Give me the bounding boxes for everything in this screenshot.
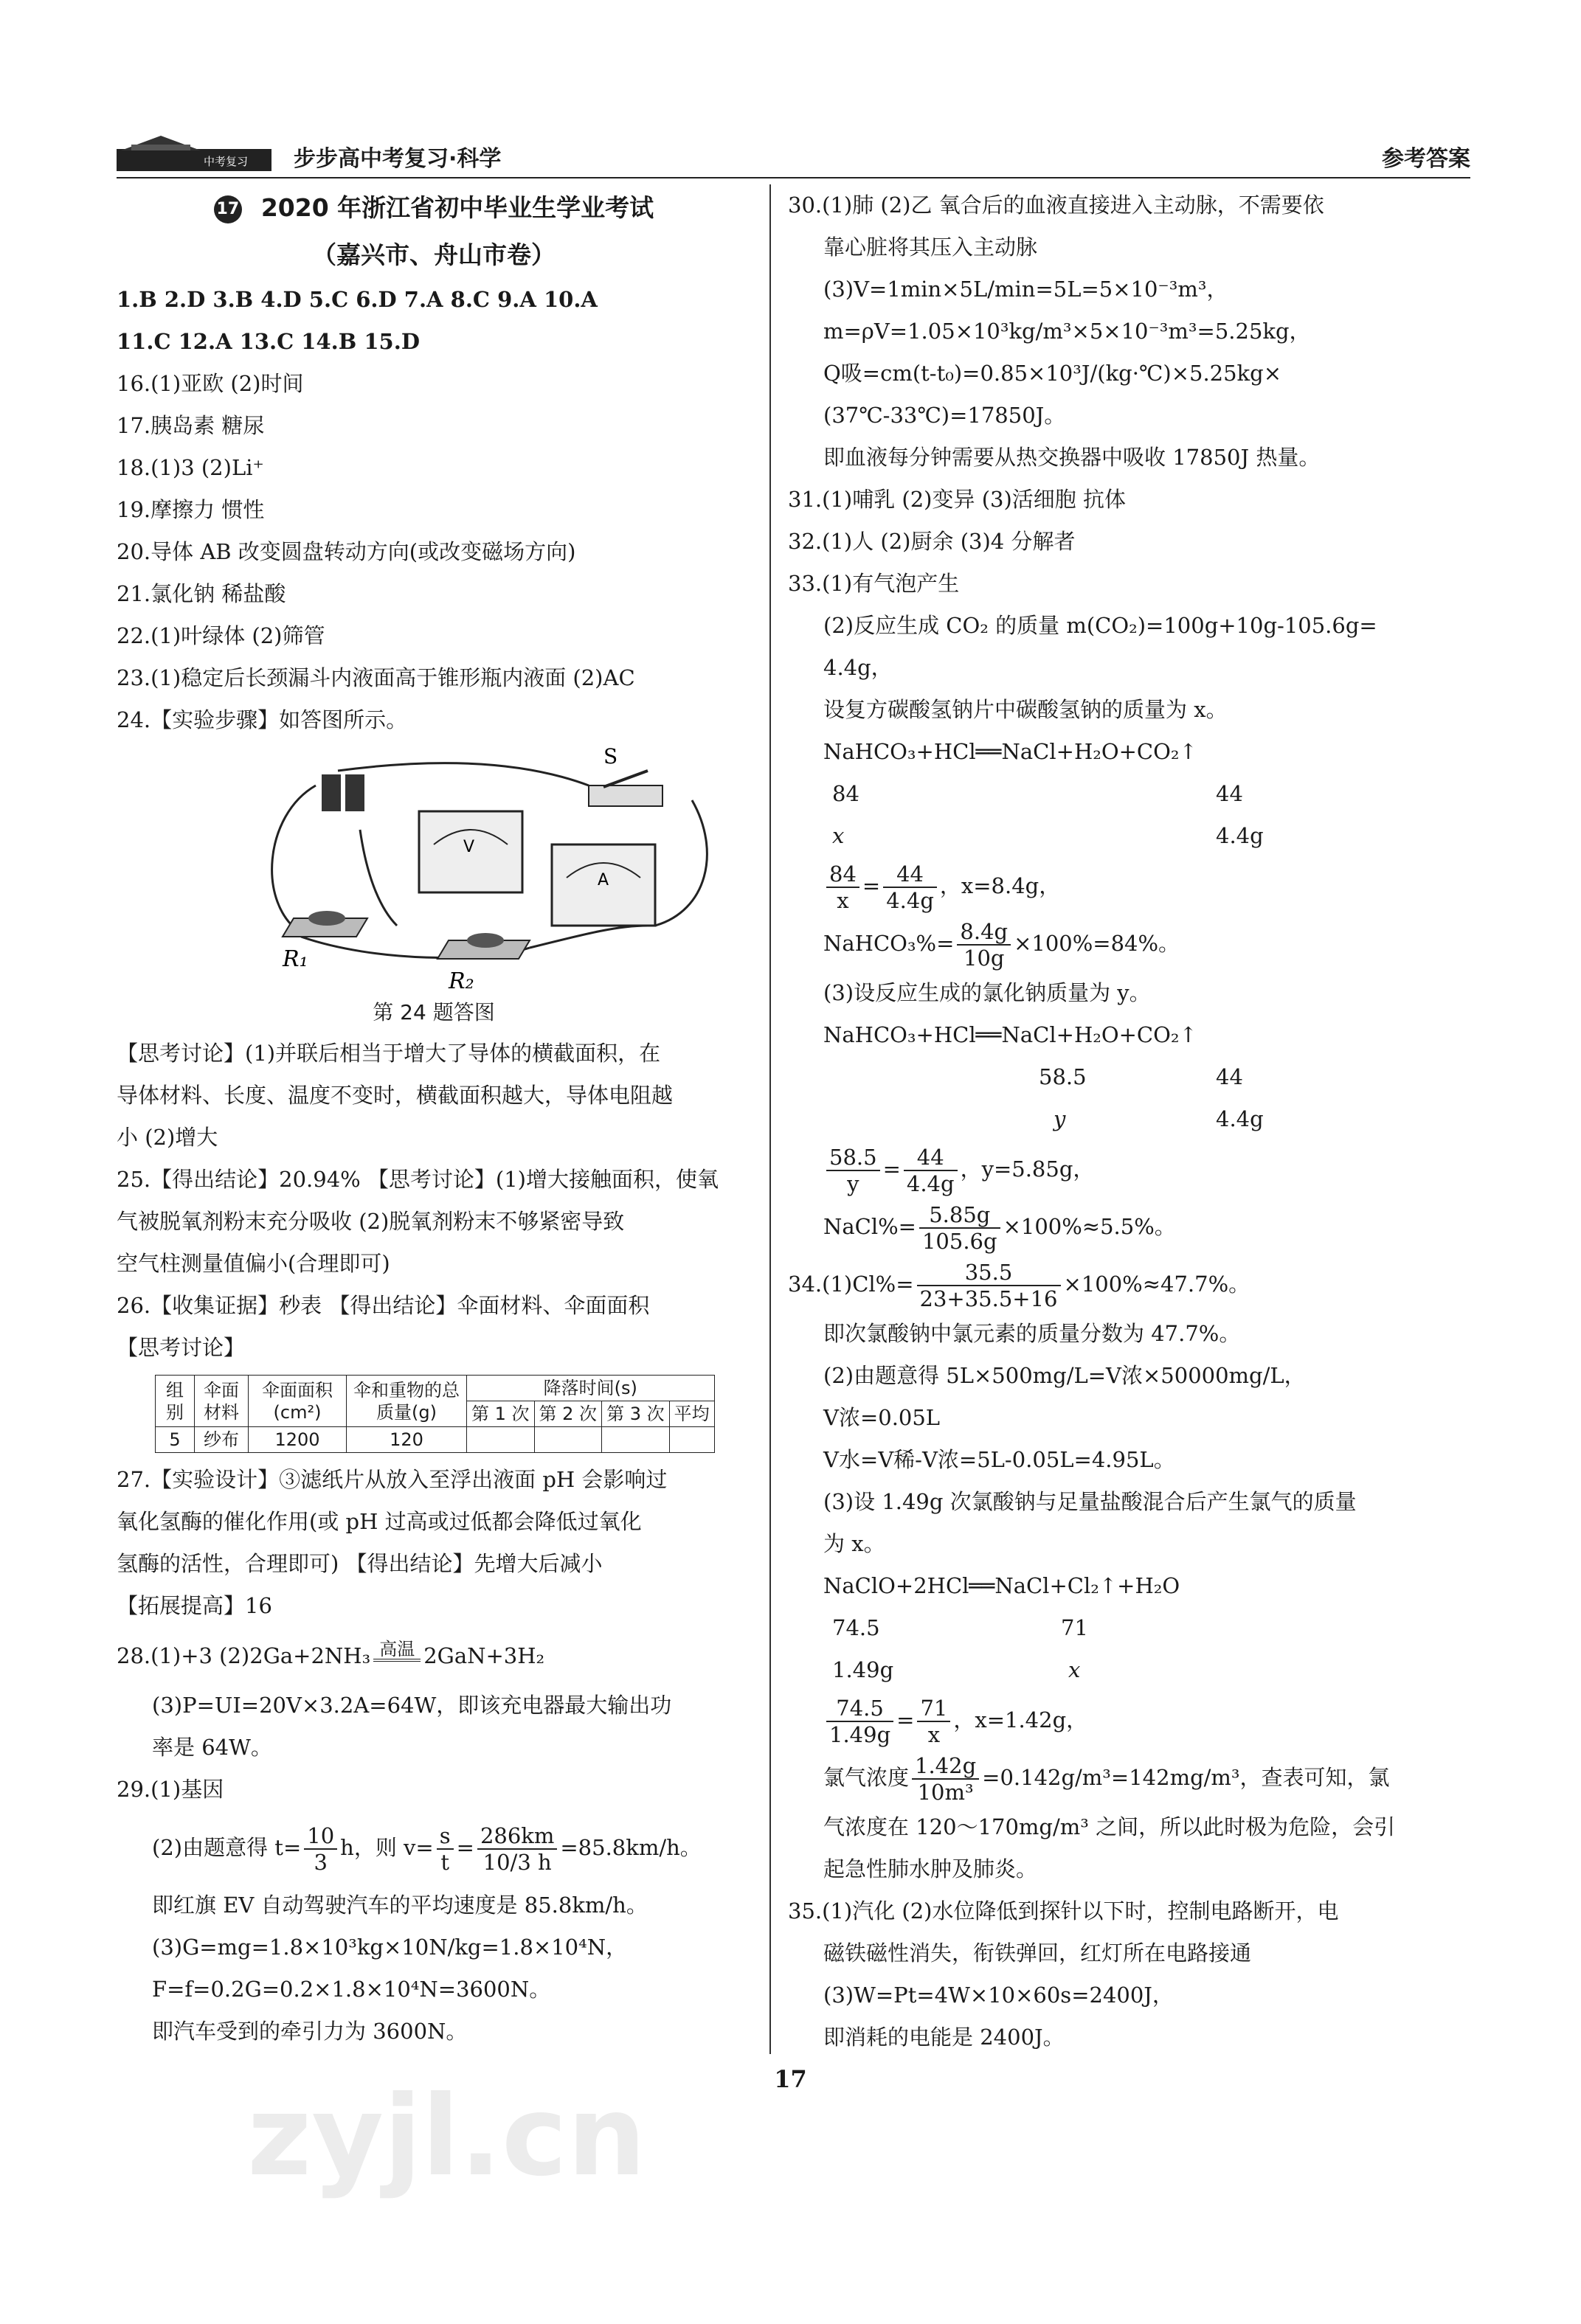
fraction-numerator: 58.5 [826, 1145, 880, 1171]
equation-coefficients [788, 1056, 1470, 1098]
answer-18: 18.(1)3 (2)Li⁺ [117, 455, 264, 480]
answer-34: 为 x。 [823, 1531, 885, 1556]
text-fragment: h，则 v= [340, 1835, 434, 1860]
answer-17: 17.胰岛素 糖尿 [117, 413, 265, 438]
answer-29: 29.(1)基因 [117, 1777, 224, 1802]
answer-35: 35.(1)汽化 (2)水位降低到探针以下时，控制电路断开，电 [788, 1898, 1339, 1924]
answer-30: 即血液每分钟需要从热交换器中吸收 17850J 热量。 [823, 445, 1321, 470]
table-header: 组别 [156, 1376, 195, 1427]
fraction [917, 1260, 1061, 1311]
fraction-numerator: 5.85g [919, 1202, 1000, 1229]
answer-24-discussion: 导体材料、长度、温度不变时，横截面积越大，导体电阻越 [117, 1083, 674, 1108]
fraction-denominator: 23+35.5+16 [919, 1286, 1058, 1311]
fraction-denominator: 3 [314, 1850, 328, 1875]
answer-29: (3)G=mg=1.8×10³kg×10N/kg=1.8×10⁴N， [152, 1935, 628, 1960]
circuit-diagram-icon [117, 741, 751, 992]
answer-27: 氧化氢酶的催化作用(或 pH 过高或过低都会降低过氧化 [117, 1509, 642, 1534]
answer-34: (2)由题意得 5L×500mg/L=V浓×50000mg/L， [823, 1363, 1306, 1388]
table-cell [534, 1427, 602, 1453]
answer-19: 19.摩擦力 惯性 [117, 497, 265, 522]
svg-text:A: A [598, 871, 609, 889]
answer-23: 23.(1)稳定后长颈漏斗内液面高于锥形瓶内液面 (2)AC [117, 665, 635, 690]
table-cell [602, 1427, 670, 1453]
answer-21: 21.氯化钠 稀盐酸 [117, 581, 286, 606]
fraction-denominator: y [847, 1171, 859, 1196]
answer-34: 起急性肺水肿及肺炎。 [823, 1856, 1038, 1881]
answer-33: 设复方碳酸氢钠片中碳酸氢钠的质量为 x。 [823, 697, 1228, 722]
fraction-denominator: 4.4g [886, 888, 934, 913]
answer-29: 即汽车受到的牵引力为 3600N。 [152, 2019, 468, 2044]
text-fragment: ×100%≈5.5%。 [1003, 1214, 1176, 1239]
answer-27: 氢酶的活性，合理即可) 【得出结论】先增大后减小 [117, 1551, 603, 1576]
reaction-arrow [373, 1640, 421, 1675]
coefficient: 74.5 [832, 1615, 880, 1640]
fraction [477, 1823, 557, 1875]
page-header [117, 131, 1470, 178]
fraction [912, 1753, 979, 1805]
proportion-equation: $\frac{74.5}{1.49g}$ = $\frac{71}{x}$ ，x=1.42g， [788, 1691, 1470, 1749]
answer-34: (3)设 1.49g 次氯酸钠与足量盐酸混合后产生氯气的质量 [823, 1489, 1357, 1514]
answer-33: (2)反应生成 CO₂ 的质量 m(CO₂)=100g+10g-105.6g= [823, 613, 1377, 638]
fraction-numerator: 84 [826, 861, 859, 888]
table-cell [669, 1427, 714, 1453]
answer-25: 25.【得出结论】20.94% 【思考讨论】(1)增大接触面积，使氧 [117, 1167, 719, 1192]
text-fragment: ×100%=84%。 [1014, 931, 1180, 956]
answer-31: 31.(1)哺乳 (2)变异 (3)活细胞 抗体 [788, 487, 1127, 512]
coefficient: 44 [1216, 1064, 1243, 1089]
section-title-text: 2020 年浙江省初中毕业生学业考试 [260, 193, 654, 222]
coefficient: x [832, 823, 845, 848]
fraction [304, 1823, 337, 1875]
fraction-numerator: s [437, 1823, 454, 1850]
equation-right: 2GaN+3H₂ [423, 1643, 545, 1668]
answer-26: 【思考讨论】 [117, 1335, 246, 1360]
answer-20: 20.导体 AB 改变圆盘转动方向(或改变磁场方向) [117, 539, 576, 564]
answer-28: (3)P=UI=20V×3.2A=64W，即该充电器最大输出功 [152, 1693, 672, 1718]
coefficient: 1.49g [832, 1657, 894, 1682]
fraction-denominator: 1.49g [829, 1722, 891, 1747]
chemical-equation: NaClO+2HCl══NaCl+Cl₂↑+H₂O [823, 1573, 1180, 1598]
answer-28: 率是 64W。 [152, 1735, 272, 1760]
answer-24-discussion: 【思考讨论】(1)并联后相当于增大了导体的横截面积，在 [117, 1041, 661, 1066]
section-title [117, 184, 751, 232]
answer-34: V水=V稀-V浓=5L-0.05L=4.95L。 [823, 1447, 1175, 1472]
table-cell: 1200 [249, 1427, 347, 1453]
text-fragment: NaHCO₃%= [823, 931, 955, 956]
fraction-numerator: 44 [883, 861, 937, 888]
fraction-numerator: 286km [477, 1823, 557, 1850]
answer-30: 靠心脏将其压入主动脉 [823, 235, 1038, 260]
answer-22: 22.(1)叶绿体 (2)筛管 [117, 623, 325, 648]
coefficient: y [1054, 1106, 1066, 1131]
fraction [883, 861, 937, 913]
answer-30: (3)V=1min×5L/min=5L=5×10⁻³m³， [823, 277, 1228, 302]
page-number: 17 [774, 2065, 807, 2093]
table-header: 伞面面积(cm²) [249, 1376, 347, 1427]
column-divider [769, 184, 771, 2054]
answer-32: 32.(1)人 (2)厨余 (3)4 分解者 [788, 529, 1076, 554]
table-cell: 5 [156, 1427, 195, 1453]
text-fragment: ，x=1.42g， [953, 1707, 1088, 1732]
answer-33: 33.(1)有气泡产生 [788, 571, 960, 596]
data-table [155, 1375, 715, 1453]
coefficient: 58.5 [1039, 1064, 1087, 1089]
answer-34: V浓=0.05L [823, 1405, 941, 1430]
text-fragment: =0.142g/m³=142mg/m³，查表可知，氯 [982, 1765, 1390, 1790]
answer-30: m=ρV=1.05×10³kg/m³×5×10⁻³m³=5.25kg， [823, 319, 1311, 344]
header-title: 步步高中考复习·科学 [294, 146, 502, 172]
coefficient: 71 [1061, 1615, 1088, 1640]
fraction [957, 919, 1011, 971]
chemical-equation: NaHCO₃+HCl══NaCl+H₂O+CO₂↑ [823, 739, 1197, 764]
fraction-denominator: 105.6g [921, 1229, 997, 1254]
answer-25: 气被脱氧剂粉末充分吸收 (2)脱氧剂粉末不够紧密导致 [117, 1209, 625, 1234]
text-fragment: (2)由题意得 t= [152, 1835, 302, 1860]
answer-16: 16.(1)亚欧 (2)时间 [117, 371, 304, 396]
fraction-numerator: 44 [904, 1145, 958, 1171]
fraction-denominator: x [927, 1722, 941, 1747]
answer-35: 即消耗的电能是 2400J。 [823, 2025, 1065, 2050]
table-header: 伞和重物的总质量(g) [347, 1376, 467, 1427]
answer-line: 11.C 12.A 13.C 14.B 15.D [117, 329, 420, 354]
fraction-numerator: 8.4g [957, 919, 1011, 946]
fraction-denominator: 10m³ [917, 1780, 974, 1805]
answer-34: 即次氯酸钠中氯元素的质量分数为 47.7%。 [823, 1321, 1241, 1346]
text-fragment: = [456, 1835, 474, 1860]
answer-33: 4.4g， [823, 655, 893, 680]
watermark: zyjl.cn [247, 2072, 646, 2201]
answer-29: 即红旗 EV 自动驾驶汽车的平均速度是 85.8km/h。 [152, 1893, 648, 1918]
text-fragment: 34.(1)Cl%= [788, 1272, 914, 1297]
text-fragment: ×100%≈47.7%。 [1063, 1272, 1250, 1297]
chemical-equation: NaHCO₃+HCl══NaCl+H₂O+CO₂↑ [823, 1022, 1197, 1047]
table-header: 降落时间(s) [467, 1376, 715, 1401]
answer-27: 【拓展提高】16 [117, 1593, 272, 1618]
table-header: 第 3 次 [602, 1401, 670, 1427]
answer-29: F=f=0.2G=0.2×1.8×10⁴N=3600N。 [152, 1977, 551, 2002]
book-logo-icon [117, 131, 271, 173]
equation-coefficients [788, 1607, 1470, 1649]
r2-label: R₂ [449, 968, 474, 992]
coefficient: 4.4g [1216, 1106, 1264, 1131]
figure-caption: 第 24 题答图 [373, 1000, 495, 1024]
text-fragment: ，y=5.85g， [960, 1156, 1095, 1182]
table-row [156, 1427, 715, 1453]
fraction-numerator: 74.5 [826, 1696, 893, 1722]
answer-30: 30.(1)肺 (2)乙 氧合后的血液直接进入主动脉，不需要依 [788, 192, 1324, 218]
proportion-equation: $\frac{58.5}{y}$ = $\frac{44}{4.4g}$ ，y=5.85g， [788, 1140, 1470, 1198]
switch-label: S [603, 744, 618, 769]
text-fragment: =85.8km/h。 [560, 1835, 702, 1860]
equation-unknowns [788, 1649, 1470, 1691]
fraction-denominator: x [837, 888, 849, 913]
equation-coefficients [788, 773, 1470, 815]
section-subtitle: （嘉兴市、舟山市卷） [312, 240, 556, 269]
table-header: 伞面材料 [195, 1376, 249, 1427]
fraction [826, 1145, 880, 1196]
svg-text:V: V [463, 838, 475, 856]
table-header: 第 1 次 [467, 1401, 535, 1427]
fraction-numerator: 10 [304, 1823, 337, 1850]
answer-24: 24.【实验步骤】如答图所示。 [117, 707, 408, 732]
coefficient: 4.4g [1216, 823, 1264, 848]
percentage-equation [788, 915, 1470, 972]
header-rule [117, 177, 1470, 178]
fraction-numerator: 71 [917, 1696, 950, 1722]
equation-unknowns [788, 1098, 1470, 1140]
coefficient: 44 [1216, 781, 1243, 806]
answer-34-percentage [788, 1255, 1470, 1313]
concentration-equation [788, 1749, 1470, 1806]
answer-26: 26.【收集证据】秒表 【得出结论】伞面材料、伞面面积 [117, 1293, 650, 1318]
answer-29-speed [117, 1811, 751, 1884]
fraction [919, 1202, 1000, 1254]
coefficient: 84 [832, 781, 859, 806]
table-cell: 120 [347, 1427, 467, 1453]
answer-30: Q吸=cm(t-t₀)=0.85×10³J/(kg·℃)×5.25kg× [823, 361, 1281, 386]
fraction-denominator: 10/3 h [482, 1850, 552, 1875]
answer-35: (3)W=Pt=4W×10×60s=2400J， [823, 1983, 1174, 2008]
answer-30: (37℃-33℃)=17850J。 [823, 403, 1066, 428]
answer-24-discussion: 小 (2)增大 [117, 1125, 218, 1150]
text-fragment: ，x=8.4g， [939, 873, 1061, 898]
table-cell: 纱布 [195, 1427, 249, 1453]
fraction-numerator: 35.5 [917, 1260, 1061, 1286]
header-right-label: 参考答案 [1382, 146, 1470, 172]
answer-33: (3)设反应生成的氯化钠质量为 y。 [823, 980, 1151, 1005]
fraction [904, 1145, 958, 1196]
table-cell [467, 1427, 535, 1453]
section-badge: 17 [214, 195, 242, 223]
fraction [826, 1696, 893, 1747]
fraction-numerator: 1.42g [912, 1753, 979, 1780]
fraction-denominator: 4.4g [906, 1171, 955, 1196]
fraction [917, 1696, 950, 1747]
proportion-equation: $\frac{84}{x}$ = $\frac{44}{4.4g}$ ，x=8.4g， [788, 857, 1470, 915]
r1-label: R₁ [283, 946, 308, 972]
equation-unknowns [788, 815, 1470, 857]
right-column [788, 184, 1470, 2058]
answer-28-equation [117, 1627, 751, 1685]
answer-25: 空气柱测量值偏小(合理即可) [117, 1251, 390, 1276]
table-header: 平均 [669, 1401, 714, 1427]
answer-line: 1.B 2.D 3.B 4.D 5.C 6.D 7.A 8.C 9.A 10.A [117, 287, 598, 312]
fraction [437, 1823, 454, 1875]
coefficient: x [1068, 1657, 1081, 1682]
answer-34: 气浓度在 120～170mg/m³ 之间，所以此时极为危险，会引 [823, 1814, 1396, 1839]
fraction-denominator: 10g [964, 946, 1005, 971]
answer-27: 27.【实验设计】③滤纸片从放入至浮出液面 pH 会影响过 [117, 1467, 668, 1492]
left-column [117, 184, 751, 2053]
equation-left: 28.(1)+3 (2)2Ga+2NH₃ [117, 1643, 371, 1668]
fraction [826, 861, 859, 913]
reaction-condition: 高温 [373, 1640, 421, 1662]
text-fragment: NaCl%= [823, 1214, 916, 1239]
table-header: 第 2 次 [534, 1401, 602, 1427]
answer-35: 磁铁磁性消失，衔铁弹回，红灯所在电路接通 [823, 1940, 1252, 1966]
circuit-figure [117, 741, 751, 992]
percentage-equation [788, 1198, 1470, 1255]
fraction-denominator: t [440, 1850, 449, 1875]
text-fragment: 氯气浓度 [823, 1765, 910, 1790]
logo-text: 中考复习 [204, 155, 249, 168]
